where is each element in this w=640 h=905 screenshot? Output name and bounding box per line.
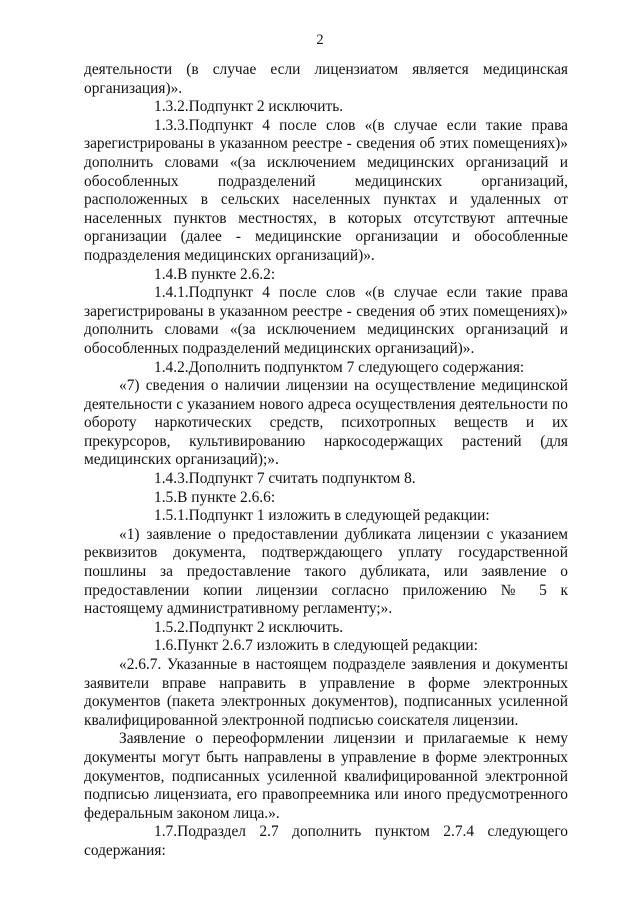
paragraph-text: В пункте 2.6.6: <box>177 488 276 506</box>
paragraph-reissue <box>84 730 568 823</box>
paragraph-text: «2.6.7. Указанные в настоящем подразделе заявления и документы заявители вправе направить в управление в форме электронных документов (пакета электронных документов), подписанных усиленной квалифицированной электронной подписью соискателя лицензии. <box>84 656 568 729</box>
paragraph-number: 1.7. <box>154 823 178 841</box>
paragraph-text: Подпункт 1 изложить в следующей редакции: <box>188 507 490 525</box>
paragraph-text: Пункт 2.6.7 изложить в следующей редакции: <box>177 637 478 655</box>
paragraph-number: 1.6. <box>154 637 178 655</box>
paragraph-number: 1.5.1. <box>154 507 189 525</box>
paragraph-text: «1) заявление о предоставлении дубликата лицензии с указанием реквизитов документа, подтверждающего уплату государственной пошлины за предоставление такого дубликата, или заявление о предоставлении копии лицензии согласно приложению № 5 к настоящему административному регламенту;». <box>84 525 568 618</box>
paragraph-number: 1.3.3. <box>154 116 189 134</box>
paragraph-text: «7) сведения о наличии лицензии на осуществление медицинской деятельности с указанием нового адреса осуществления деятельности по обороту наркотических средств, психотропных веществ и их прекурсоров, культивированию наркосодержащих растений (для медицинских организаций);». <box>84 377 568 469</box>
paragraph-text: Подраздел 2.7 дополнить пунктом 2.7.4 следующего содержания: <box>84 823 568 859</box>
paragraph-1-6 <box>84 637 568 656</box>
paragraph-text: Подпункт 2 исключить. <box>188 618 344 636</box>
paragraph-text: Подпункт 2 исключить. <box>188 98 344 116</box>
paragraph-1-3-3 <box>84 117 568 266</box>
paragraph-number: 1.4.2. <box>154 358 189 376</box>
document-body <box>84 61 568 861</box>
paragraph-text: деятельности (в случае если лицензиатом является медицинская организация)». <box>84 61 568 97</box>
paragraph-1-7 <box>84 823 568 860</box>
paragraph-number: 1.5. <box>154 488 178 506</box>
paragraph-text: Заявление о переоформлении лицензии и прилагаемые к нему документы могут быть направлены в управление в форме электронных документов, подписанных усиленной квалифицированной электронной подписью лицензиата, его правопреемника или иного предусмотренного федеральным законом лица.». <box>84 730 568 822</box>
paragraph-number: 1.5.2. <box>154 618 189 636</box>
paragraph-text: В пункте 2.6.2: <box>177 265 276 283</box>
paragraph-1-3-2 <box>84 98 568 117</box>
paragraph-number: 1.4.1. <box>154 284 189 302</box>
paragraph-quote-1 <box>84 526 568 619</box>
paragraph-quote-2-6-7 <box>84 656 568 730</box>
paragraph-text: Подпункт 4 после слов «(в случае если такие права зарегистрированы в указанном реестре - сведения об этих помещениях)» дополнить словами «(за исключением медицинских организаций и обособленных подразделений медицинских организаций)». <box>84 284 568 357</box>
paragraph-text: Подпункт 4 после слов «(в случае если такие права зарегистрированы в указанном реестре - сведения об этих помещениях)» дополнить словами «(за исключением медицинских организаций и обособленных подразделений медицинских организаций, расположенных в сельских населенных пунктах и удаленных от населенных пунктов местностях, в которых отсутствуют аптечные организации (далее - медицинские организации и обособленные подразделения медицинских организаций)». <box>84 116 568 264</box>
paragraph-number: 1.3.2. <box>154 98 189 116</box>
paragraph-number: 1.4.3. <box>154 470 189 488</box>
paragraph-1-4 <box>84 266 568 285</box>
paragraph-1-5 <box>84 489 568 508</box>
paragraph-1-4-2 <box>84 359 568 378</box>
paragraph-1-5-2 <box>84 619 568 638</box>
paragraph-1-4-3 <box>84 470 568 489</box>
paragraph-1-5-1 <box>84 507 568 526</box>
page-number: 2 <box>316 32 324 48</box>
paragraph-text: Дополнить подпунктом 7 следующего содержания: <box>188 358 525 376</box>
paragraph-text: Подпункт 7 считать подпунктом 8. <box>188 470 416 488</box>
paragraph-number: 1.4. <box>154 265 178 283</box>
paragraph-1-4-1 <box>84 284 568 358</box>
paragraph-continuation <box>84 61 568 98</box>
paragraph-quote-7 <box>84 377 568 470</box>
